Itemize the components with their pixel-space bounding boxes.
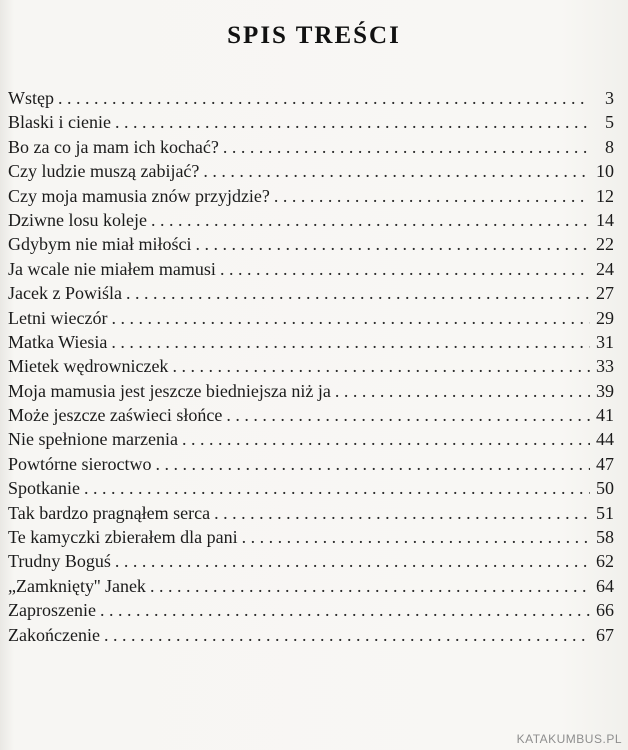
toc-entry-title: Trudny Boguś bbox=[8, 551, 111, 572]
toc-entry-title: Dziwne losu koleje bbox=[8, 209, 147, 230]
toc-entry-title: Tak bardzo pragnąłem serca bbox=[8, 502, 211, 523]
toc-entry bbox=[8, 281, 614, 305]
toc-entry bbox=[8, 379, 614, 403]
toc-entry-title: Zaproszenie bbox=[8, 600, 96, 621]
toc-entry bbox=[8, 427, 614, 451]
dot-leader bbox=[111, 330, 590, 354]
dot-leader bbox=[223, 135, 590, 159]
dot-leader bbox=[58, 86, 590, 110]
toc-entry bbox=[8, 184, 614, 208]
dot-leader bbox=[126, 281, 590, 305]
toc-entry-page: 33 bbox=[596, 356, 614, 377]
toc-entry-title: Te kamyczki zbierałem dla pani bbox=[8, 527, 238, 548]
dot-leader bbox=[214, 501, 590, 525]
toc-entry bbox=[8, 110, 614, 134]
toc-entry-page: 62 bbox=[596, 551, 614, 572]
toc-entry-page: 51 bbox=[596, 502, 614, 523]
toc-entry-title: Moja mamusia jest jeszcze biedniejsza niż ja bbox=[8, 380, 331, 401]
toc-entry bbox=[8, 598, 614, 622]
toc-entry-title: Powtórne sieroctwo bbox=[8, 453, 152, 474]
toc-entry-title: Matka Wiesia bbox=[8, 331, 108, 352]
toc-entry-page: 47 bbox=[596, 453, 614, 474]
toc-entry-title: Letni wieczór bbox=[8, 307, 108, 328]
dot-leader bbox=[150, 574, 590, 598]
toc-entry-page: 41 bbox=[596, 405, 614, 426]
toc-entry-title: Wstęp bbox=[8, 88, 54, 108]
toc-entry bbox=[8, 574, 614, 598]
toc-entry-title: Może jeszcze zaświeci słońce bbox=[8, 405, 223, 426]
toc-entry-title: Spotkanie bbox=[8, 478, 80, 499]
toc-entry bbox=[8, 330, 614, 354]
toc-entry bbox=[8, 257, 614, 281]
dot-leader bbox=[104, 623, 590, 647]
toc-entry bbox=[8, 476, 614, 500]
toc-entry-title: Jacek z Powiśla bbox=[8, 283, 122, 304]
toc-entry-title: „Zamknięty'' Janek bbox=[8, 575, 146, 596]
toc-entry-page: 39 bbox=[596, 380, 614, 401]
toc-entry-title: Czy ludzie muszą zabijać? bbox=[8, 161, 200, 182]
toc-entry-page: 12 bbox=[596, 185, 614, 206]
dot-leader bbox=[115, 549, 590, 573]
toc-entry-title: Mietek wędrowniczek bbox=[8, 356, 169, 377]
toc-entry bbox=[8, 354, 614, 378]
toc-entry-title: Blaski i cienie bbox=[8, 112, 111, 133]
toc-entry-page: 14 bbox=[596, 209, 614, 230]
toc-entry-page: 58 bbox=[596, 527, 614, 548]
toc-entry-title: Nie spełnione marzenia bbox=[8, 429, 178, 450]
page-title: SPIS TREŚCI bbox=[227, 22, 401, 49]
dot-leader bbox=[100, 598, 590, 622]
toc-entry-page: 29 bbox=[596, 307, 614, 328]
toc-entry-title: Zakończenie bbox=[8, 624, 100, 645]
toc-entry bbox=[8, 232, 614, 256]
dot-leader bbox=[155, 452, 590, 476]
toc-entry-title: Bo za co ja mam ich kochać? bbox=[8, 136, 219, 157]
toc-entry-page: 10 bbox=[596, 161, 614, 182]
toc-entry-page: 27 bbox=[596, 283, 614, 304]
dot-leader bbox=[242, 525, 590, 549]
toc-entry bbox=[8, 623, 614, 647]
dot-leader bbox=[84, 476, 590, 500]
toc-entry-page: 5 bbox=[605, 112, 614, 133]
toc-entry-page: 44 bbox=[596, 429, 614, 450]
toc-entry bbox=[8, 159, 614, 183]
toc-entry-page: 8 bbox=[605, 136, 614, 157]
dot-leader bbox=[335, 379, 590, 403]
toc-entry bbox=[8, 86, 614, 110]
toc-entry-page: 64 bbox=[596, 575, 614, 596]
toc-entry bbox=[8, 452, 614, 476]
toc-entry-title: Gdybym nie miał miłości bbox=[8, 234, 192, 255]
toc-entry bbox=[8, 208, 614, 232]
site-watermark: KATAKUMBUS.PL bbox=[516, 732, 622, 746]
toc-entry bbox=[8, 403, 614, 427]
dot-leader bbox=[203, 159, 590, 183]
toc-entry bbox=[8, 501, 614, 525]
toc-entry bbox=[8, 549, 614, 573]
toc-entry-title: Czy moja mamusia znów przyjdzie? bbox=[8, 185, 270, 206]
toc-entry-page: 50 bbox=[596, 478, 614, 499]
toc-entry-page: 31 bbox=[596, 331, 614, 352]
dot-leader bbox=[111, 306, 590, 330]
toc-entry-page: 3 bbox=[605, 88, 614, 108]
dot-leader bbox=[195, 232, 590, 256]
toc-entry-page: 24 bbox=[596, 258, 614, 279]
toc-entry bbox=[8, 135, 614, 159]
toc-entry-page: 67 bbox=[596, 624, 614, 645]
toc-entry bbox=[8, 525, 614, 549]
toc-entry-title: Ja wcale nie miałem mamusi bbox=[8, 258, 216, 279]
dot-leader bbox=[274, 184, 590, 208]
dot-leader bbox=[115, 110, 590, 134]
dot-leader bbox=[151, 208, 590, 232]
dot-leader bbox=[226, 403, 590, 427]
dot-leader bbox=[182, 427, 590, 451]
toc-entry-page: 22 bbox=[596, 234, 614, 255]
toc-entry bbox=[8, 306, 614, 330]
toc-entry-page: 66 bbox=[596, 600, 614, 621]
dot-leader bbox=[172, 354, 590, 378]
dot-leader bbox=[220, 257, 590, 281]
table-of-contents bbox=[8, 86, 614, 647]
